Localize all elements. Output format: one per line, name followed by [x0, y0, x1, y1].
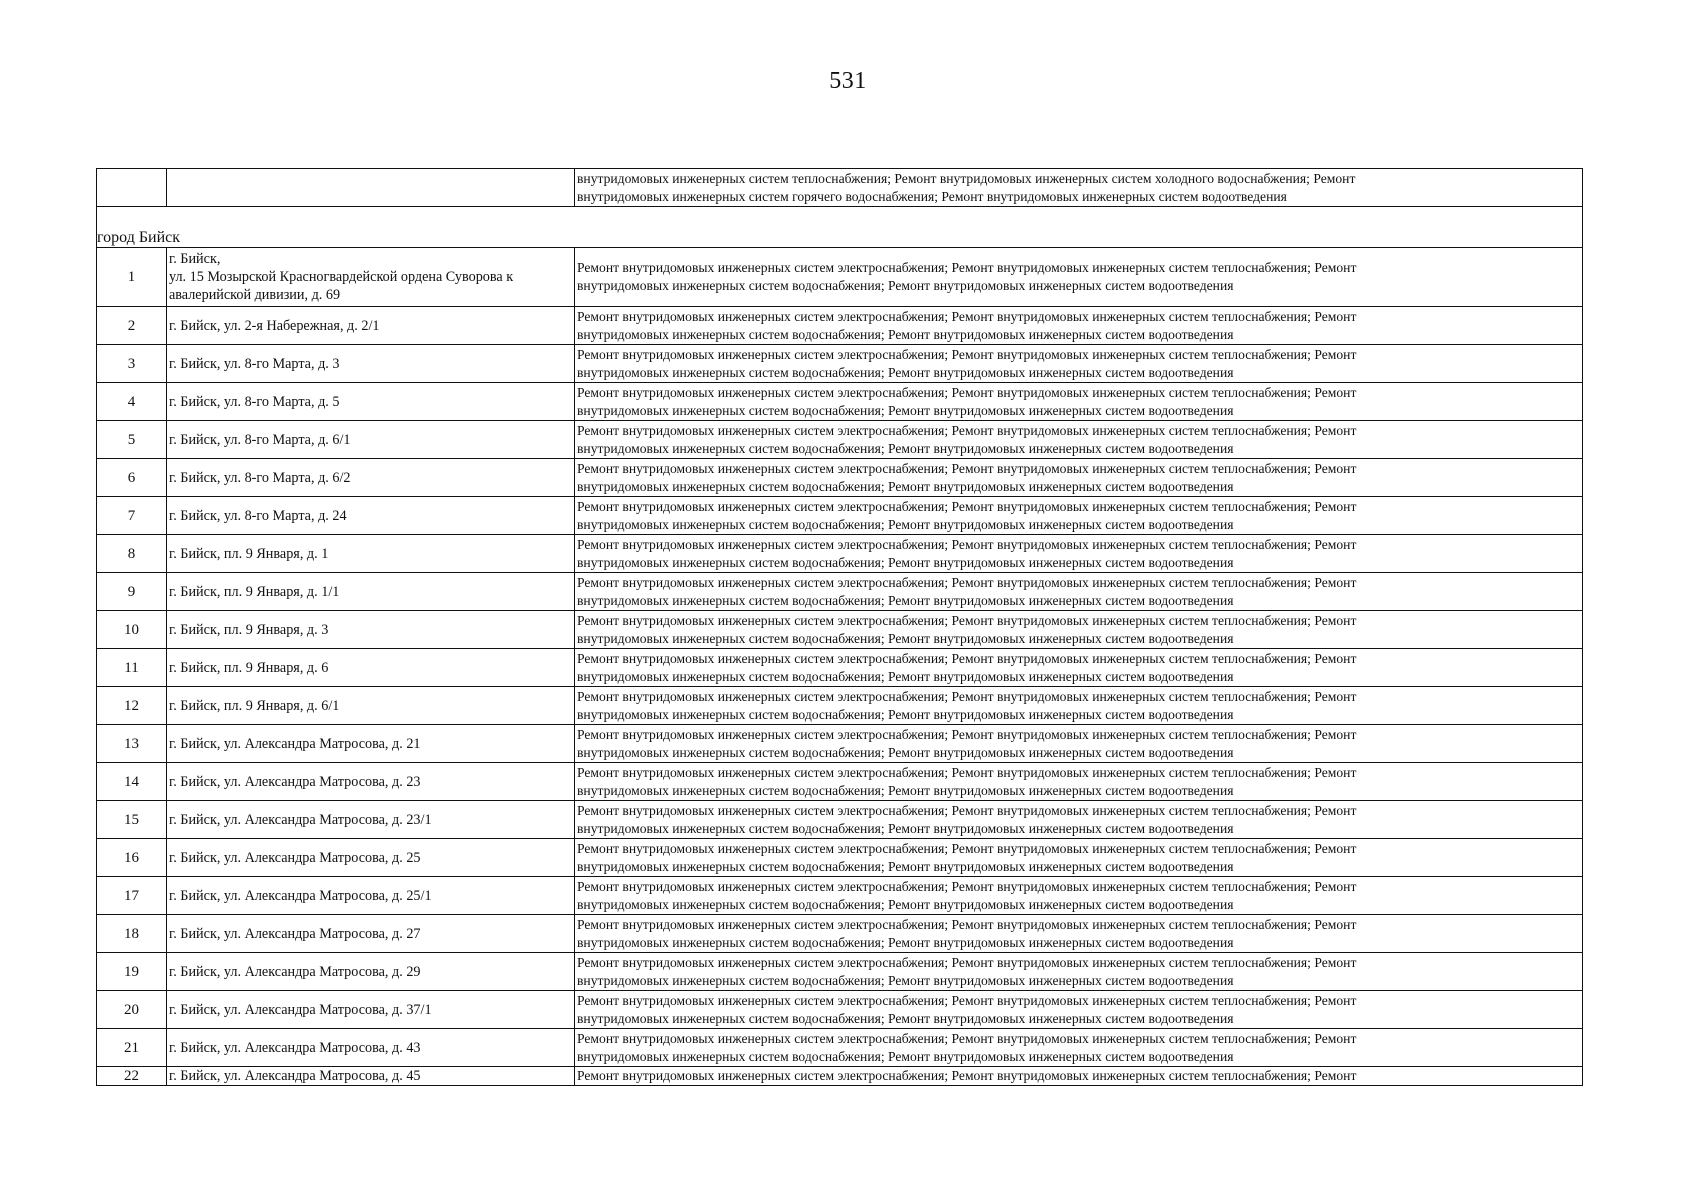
- address-cell: г. Бийск, ул. 8-го Марта, д. 24: [167, 497, 575, 535]
- work-cell: [575, 169, 1583, 207]
- work-cell: [575, 839, 1583, 877]
- work-cell: [575, 421, 1583, 459]
- address-cell: г. Бийск, пл. 9 Января, д. 3: [167, 611, 575, 649]
- address-cell: г. Бийск, ул. 8-го Марта, д. 6/2: [167, 459, 575, 497]
- table-row: [97, 497, 1583, 535]
- work-cell: [575, 611, 1583, 649]
- address-cell: г. Бийск, пл. 9 Января, д. 6/1: [167, 687, 575, 725]
- work-cell: [575, 383, 1583, 421]
- table-row: [97, 248, 1583, 307]
- row-number-cell: 19: [97, 953, 167, 991]
- work-cell: [575, 763, 1583, 801]
- work-line: внутридомовых инженерных систем водоснабжения; Ремонт внутридомовых инженерных систем водоотведения: [577, 782, 1234, 798]
- address-cell: г. Бийск, ул. 8-го Марта, д. 3: [167, 345, 575, 383]
- work-line: внутридомовых инженерных систем водоснабжения; Ремонт внутридомовых инженерных систем водоотведения: [577, 896, 1234, 912]
- work-line: внутридомовых инженерных систем водоснабжения; Ремонт внутридомовых инженерных систем водоотведения: [577, 668, 1234, 684]
- work-line: внутридомовых инженерных систем водоснабжения; Ремонт внутридомовых инженерных систем водоотведения: [577, 706, 1234, 722]
- work-line: Ремонт внутридомовых инженерных систем электроснабжения; Ремонт внутридомовых инженерных систем теплоснабжения; Ремонт: [577, 574, 1357, 590]
- continuation-row: [97, 169, 1583, 207]
- work-line: внутридомовых инженерных систем водоснабжения; Ремонт внутридомовых инженерных систем водоотведения: [577, 554, 1234, 570]
- work-cell: Ремонт внутридомовых инженерных систем электроснабжения; Ремонт внутридомовых инженерных систем теплоснабжения; Ремонт: [575, 1067, 1583, 1086]
- work-cell: [575, 1029, 1583, 1067]
- work-line: Ремонт внутридомовых инженерных систем электроснабжения; Ремонт внутридомовых инженерных систем теплоснабжения; Ремонт: [577, 764, 1357, 780]
- work-line: внутридомовых инженерных систем водоснабжения; Ремонт внутридомовых инженерных систем водоотведения: [577, 402, 1234, 418]
- work-line: Ремонт внутридомовых инженерных систем электроснабжения; Ремонт внутридомовых инженерных систем теплоснабжения; Ремонт: [577, 612, 1357, 628]
- row-number-cell: 1: [97, 248, 167, 307]
- address-cell: г. Бийск, ул. Александра Матросова, д. 25/1: [167, 877, 575, 915]
- city-heading: город Бийск: [97, 229, 181, 246]
- table-row: [97, 1067, 1583, 1086]
- table-row: [97, 459, 1583, 497]
- work-line: внутридомовых инженерных систем водоснабжения; Ремонт внутридомовых инженерных систем водоотведения: [577, 934, 1234, 950]
- work-line: внутридомовых инженерных систем водоснабжения; Ремонт внутридомовых инженерных систем водоотведения: [577, 1010, 1234, 1026]
- row-number-cell: 17: [97, 877, 167, 915]
- work-cell: [575, 573, 1583, 611]
- table-row: [97, 687, 1583, 725]
- address-cell: [167, 169, 575, 207]
- row-number-cell: 16: [97, 839, 167, 877]
- work-line: Ремонт внутридомовых инженерных систем электроснабжения; Ремонт внутридомовых инженерных систем теплоснабжения; Ремонт: [577, 916, 1357, 932]
- work-line: внутридомовых инженерных систем водоснабжения; Ремонт внутридомовых инженерных систем водоотведения: [577, 278, 1234, 293]
- work-line: внутридомовых инженерных систем теплоснабжения; Ремонт внутридомовых инженерных систем холодного водоснабжения; Ремонт: [577, 170, 1356, 186]
- address-cell: г. Бийск, ул. Александра Матросова, д. 29: [167, 953, 575, 991]
- row-number-cell: 10: [97, 611, 167, 649]
- work-line: Ремонт внутридомовых инженерных систем электроснабжения; Ремонт внутридомовых инженерных систем теплоснабжения; Ремонт: [577, 954, 1357, 970]
- work-cell: [575, 725, 1583, 763]
- address-cell: г. Бийск, ул. Александра Матросова, д. 23: [167, 763, 575, 801]
- row-number-cell: 9: [97, 573, 167, 611]
- housing-repair-table: [96, 168, 1583, 1086]
- table-row: [97, 877, 1583, 915]
- row-number-cell: 5: [97, 421, 167, 459]
- row-number-cell: 7: [97, 497, 167, 535]
- work-line: внутридомовых инженерных систем водоснабжения; Ремонт внутридомовых инженерных систем водоотведения: [577, 1048, 1234, 1064]
- row-number-cell: 4: [97, 383, 167, 421]
- row-number-cell: 12: [97, 687, 167, 725]
- row-number-cell: 15: [97, 801, 167, 839]
- table-row: [97, 991, 1583, 1029]
- work-cell: [575, 991, 1583, 1029]
- work-line: Ремонт внутридомовых инженерных систем электроснабжения; Ремонт внутридомовых инженерных систем теплоснабжения; Ремонт: [577, 260, 1357, 275]
- work-line: внутридомовых инженерных систем водоснабжения; Ремонт внутридомовых инженерных систем водоотведения: [577, 820, 1234, 836]
- table-row: [97, 611, 1583, 649]
- work-cell: [575, 953, 1583, 991]
- work-cell: [575, 497, 1583, 535]
- row-number-cell: 18: [97, 915, 167, 953]
- work-line: Ремонт внутридомовых инженерных систем электроснабжения; Ремонт внутридомовых инженерных систем теплоснабжения; Ремонт: [577, 650, 1357, 666]
- row-number-cell: 2: [97, 307, 167, 345]
- work-cell: [575, 915, 1583, 953]
- row-number-cell: 22: [97, 1067, 167, 1086]
- table-row: [97, 421, 1583, 459]
- work-line: Ремонт внутридомовых инженерных систем электроснабжения; Ремонт внутридомовых инженерных систем теплоснабжения; Ремонт: [577, 384, 1357, 400]
- work-line: внутридомовых инженерных систем водоснабжения; Ремонт внутридомовых инженерных систем водоотведения: [577, 744, 1234, 760]
- address-cell: г. Бийск, ул. 2-я Набережная, д. 2/1: [167, 307, 575, 345]
- table-row: [97, 535, 1583, 573]
- work-line: Ремонт внутридомовых инженерных систем электроснабжения; Ремонт внутридомовых инженерных систем теплоснабжения; Ремонт: [577, 536, 1357, 552]
- row-number-cell: 21: [97, 1029, 167, 1067]
- work-line: внутридомовых инженерных систем водоснабжения; Ремонт внутридомовых инженерных систем водоотведения: [577, 972, 1234, 988]
- address-cell: г. Бийск, ул. Александра Матросова, д. 25: [167, 839, 575, 877]
- table-row: [97, 383, 1583, 421]
- row-number-cell: 11: [97, 649, 167, 687]
- work-cell: [575, 801, 1583, 839]
- address-line: ул. 15 Мозырской Красногвардейской ордена Суворова к: [169, 269, 514, 285]
- row-number-cell: 14: [97, 763, 167, 801]
- city-heading-row: [97, 207, 1583, 248]
- page-number: 531: [829, 68, 867, 94]
- row-number-cell: [97, 169, 167, 207]
- city-heading-cell: [97, 207, 1583, 248]
- row-number-cell: 20: [97, 991, 167, 1029]
- work-line: внутридомовых инженерных систем водоснабжения; Ремонт внутридомовых инженерных систем водоотведения: [577, 516, 1234, 532]
- work-line: Ремонт внутридомовых инженерных систем электроснабжения; Ремонт внутридомовых инженерных систем теплоснабжения; Ремонт: [577, 498, 1357, 514]
- row-number-cell: 3: [97, 345, 167, 383]
- address-cell: г. Бийск, ул. 8-го Марта, д. 6/1: [167, 421, 575, 459]
- row-number-cell: 8: [97, 535, 167, 573]
- work-line: Ремонт внутридомовых инженерных систем электроснабжения; Ремонт внутридомовых инженерных систем теплоснабжения; Ремонт: [577, 1030, 1357, 1046]
- work-line: внутридомовых инженерных систем горячего водоснабжения; Ремонт внутридомовых инженерных систем водоотведения: [577, 188, 1287, 204]
- work-line: Ремонт внутридомовых инженерных систем электроснабжения; Ремонт внутридомовых инженерных систем теплоснабжения; Ремонт: [577, 992, 1357, 1008]
- table-row: [97, 915, 1583, 953]
- work-line: Ремонт внутридомовых инженерных систем электроснабжения; Ремонт внутридомовых инженерных систем теплоснабжения; Ремонт: [577, 422, 1357, 438]
- work-cell: [575, 345, 1583, 383]
- work-line: Ремонт внутридомовых инженерных систем электроснабжения; Ремонт внутридомовых инженерных систем теплоснабжения; Ремонт: [577, 688, 1357, 704]
- table-row: [97, 649, 1583, 687]
- row-number-cell: 6: [97, 459, 167, 497]
- address-cell: [167, 248, 575, 307]
- table-row: [97, 1029, 1583, 1067]
- address-cell: г. Бийск, пл. 9 Января, д. 6: [167, 649, 575, 687]
- work-line: Ремонт внутридомовых инженерных систем электроснабжения; Ремонт внутридомовых инженерных систем теплоснабжения; Ремонт: [577, 802, 1357, 818]
- address-cell: г. Бийск, ул. Александра Матросова, д. 43: [167, 1029, 575, 1067]
- work-line: внутридомовых инженерных систем водоснабжения; Ремонт внутридомовых инженерных систем водоотведения: [577, 364, 1234, 380]
- table-row: [97, 307, 1583, 345]
- table-row: [97, 573, 1583, 611]
- work-cell: [575, 459, 1583, 497]
- table-row: [97, 345, 1583, 383]
- table-row: [97, 725, 1583, 763]
- address-line: авалерийской дивизии, д. 69: [169, 287, 341, 303]
- work-line: Ремонт внутридомовых инженерных систем электроснабжения; Ремонт внутридомовых инженерных систем теплоснабжения; Ремонт: [577, 346, 1357, 362]
- address-cell: г. Бийск, ул. Александра Матросова, д. 45: [167, 1067, 575, 1086]
- table-row: [97, 763, 1583, 801]
- work-cell: [575, 649, 1583, 687]
- work-cell: [575, 248, 1583, 307]
- work-line: внутридомовых инженерных систем водоснабжения; Ремонт внутридомовых инженерных систем водоотведения: [577, 326, 1234, 342]
- address-cell: г. Бийск, ул. Александра Матросова, д. 23/1: [167, 801, 575, 839]
- address-line: г. Бийск,: [169, 251, 221, 267]
- work-line: Ремонт внутридомовых инженерных систем электроснабжения; Ремонт внутридомовых инженерных систем теплоснабжения; Ремонт: [577, 840, 1357, 856]
- work-cell: [575, 877, 1583, 915]
- work-line: Ремонт внутридомовых инженерных систем электроснабжения; Ремонт внутридомовых инженерных систем теплоснабжения; Ремонт: [577, 878, 1357, 894]
- work-line: внутридомовых инженерных систем водоснабжения; Ремонт внутридомовых инженерных систем водоотведения: [577, 440, 1234, 456]
- work-line: Ремонт внутридомовых инженерных систем электроснабжения; Ремонт внутридомовых инженерных систем теплоснабжения; Ремонт: [577, 460, 1357, 476]
- work-line: внутридомовых инженерных систем водоснабжения; Ремонт внутридомовых инженерных систем водоотведения: [577, 478, 1234, 494]
- table-row: [97, 953, 1583, 991]
- address-cell: г. Бийск, пл. 9 Января, д. 1: [167, 535, 575, 573]
- table-body: [97, 169, 1583, 1086]
- work-line: внутридомовых инженерных систем водоснабжения; Ремонт внутридомовых инженерных систем водоотведения: [577, 858, 1234, 874]
- work-line: Ремонт внутридомовых инженерных систем электроснабжения; Ремонт внутридомовых инженерных систем теплоснабжения; Ремонт: [577, 308, 1357, 324]
- address-cell: г. Бийск, ул. Александра Матросова, д. 21: [167, 725, 575, 763]
- work-line: внутридомовых инженерных систем водоснабжения; Ремонт внутридомовых инженерных систем водоотведения: [577, 592, 1234, 608]
- table-row: [97, 839, 1583, 877]
- address-cell: г. Бийск, ул. Александра Матросова, д. 37/1: [167, 991, 575, 1029]
- address-cell: г. Бийск, пл. 9 Января, д. 1/1: [167, 573, 575, 611]
- address-cell: г. Бийск, ул. 8-го Марта, д. 5: [167, 383, 575, 421]
- work-cell: [575, 687, 1583, 725]
- table-row: [97, 801, 1583, 839]
- row-number-cell: 13: [97, 725, 167, 763]
- work-cell: [575, 307, 1583, 345]
- address-cell: г. Бийск, ул. Александра Матросова, д. 27: [167, 915, 575, 953]
- work-line: Ремонт внутридомовых инженерных систем электроснабжения; Ремонт внутридомовых инженерных систем теплоснабжения; Ремонт: [577, 726, 1357, 742]
- work-cell: [575, 535, 1583, 573]
- work-line: внутридомовых инженерных систем водоснабжения; Ремонт внутридомовых инженерных систем водоотведения: [577, 630, 1234, 646]
